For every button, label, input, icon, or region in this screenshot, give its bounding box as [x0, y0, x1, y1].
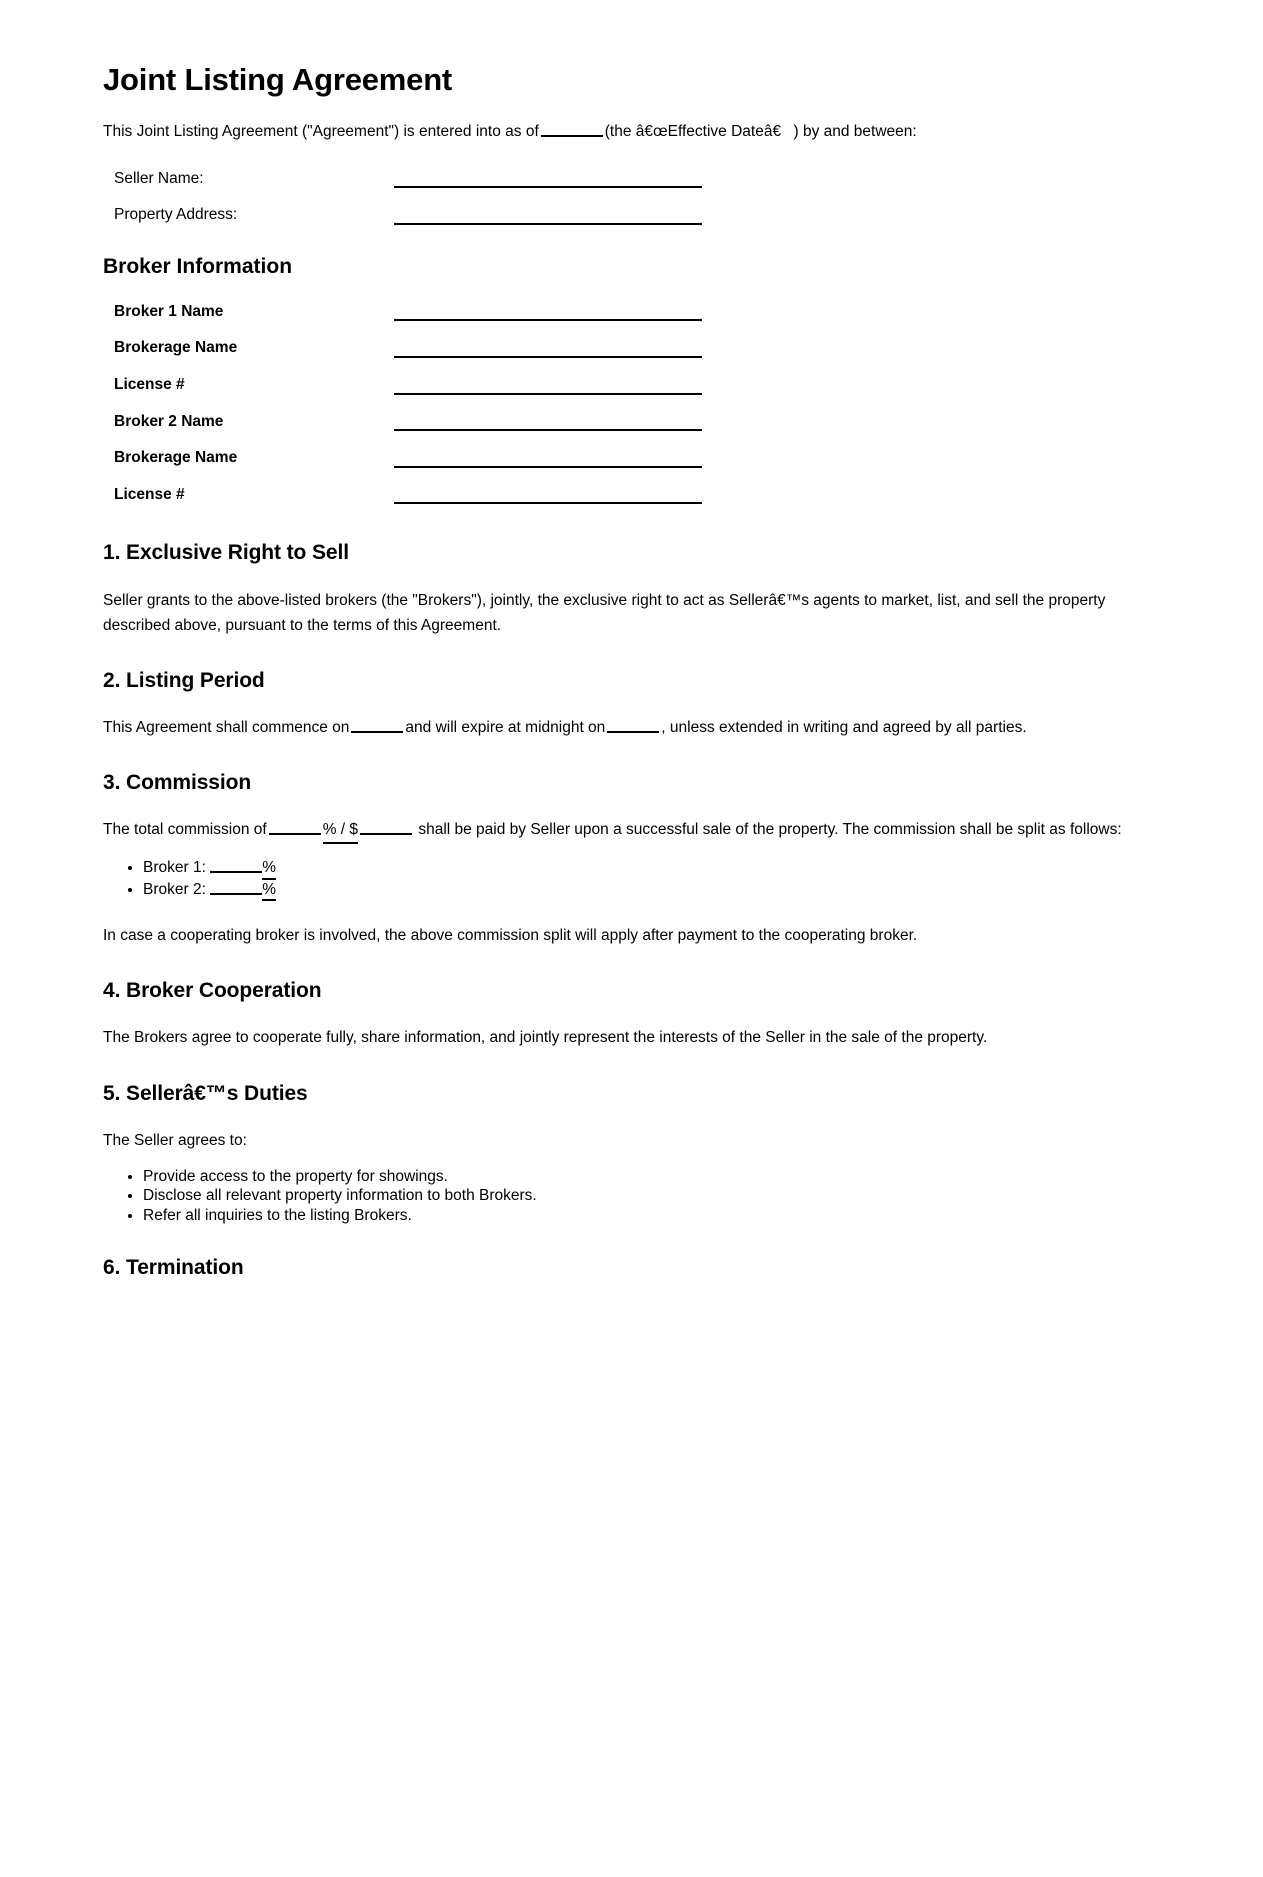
broker-1-split-blank[interactable]: [210, 871, 262, 873]
broker-2-brokerage-name-input[interactable]: [394, 451, 702, 468]
expiration-date-blank[interactable]: [607, 731, 659, 733]
broker-1-brokerage-name-input[interactable]: [394, 341, 702, 358]
seller-name-label: Seller Name:: [114, 169, 204, 187]
section-3-heading: 3. Commission: [103, 771, 252, 795]
broker-1-license-input[interactable]: [394, 378, 702, 395]
broker-2-split-blank[interactable]: [210, 893, 262, 895]
seller-name-input[interactable]: [394, 171, 702, 188]
property-address-label: Property Address:: [114, 206, 238, 224]
broker-2-name-input[interactable]: [394, 414, 702, 431]
party-fields: [103, 170, 1160, 225]
section-6-heading: 6. Termination: [103, 1255, 244, 1279]
section-5-lead: The Seller agrees to:: [103, 1131, 247, 1149]
broker-2-brokerage-name-label: Brokerage Name: [114, 449, 238, 467]
section-1-heading: 1. Exclusive Right to Sell: [103, 541, 349, 565]
broker-2-split-suffix: %: [262, 880, 276, 901]
list-item: • Refer all inquiries to the listing Brokers.: [143, 1206, 1160, 1225]
broker-information-heading: Broker Information: [103, 254, 293, 278]
field-row-property-address: [103, 206, 1160, 225]
field-row-broker-2-name: [103, 413, 1160, 432]
broker-1-split-suffix: %: [262, 858, 276, 879]
property-address-input[interactable]: [394, 208, 702, 225]
listing-period-text-1: This Agreement shall commence on: [103, 719, 350, 736]
seller-duties-list: [103, 1167, 1160, 1225]
section-2-body: [103, 715, 1160, 740]
commission-text-1: The total commission of: [103, 821, 267, 839]
list-item: • Provide access to the property for showings.: [143, 1167, 1160, 1186]
intro-text-after: (the â€œEffective Dateâ€) by and between:: [604, 122, 917, 140]
field-row-broker-1-license: [103, 376, 1160, 395]
commission-percent-dollar-label: % / $: [323, 817, 358, 844]
section-4-body: The Brokers agree to cooperate fully, share information, and jointly represent the interests of the Seller in the sale of the property.: [103, 1029, 988, 1047]
cooperating-broker-note: In case a cooperating broker is involved, the above commission split will apply after payment to the cooperating broker.: [103, 927, 918, 945]
broker-2-name-label: Broker 2 Name: [114, 412, 224, 430]
list-item: [143, 858, 1160, 879]
broker-2-license-input[interactable]: [394, 487, 702, 504]
broker-1-split-label: Broker 1:: [143, 859, 206, 877]
broker-1-name-label: Broker 1 Name: [114, 302, 224, 320]
listing-period-text-3: , unless extended in writing and agreed by all parties.: [661, 719, 1027, 736]
section-2-heading: 2. Listing Period: [103, 668, 265, 692]
broker-2-license-label: License #: [114, 485, 185, 503]
commission-text-3: shall be paid by Seller upon a successful sale of the property. The commission shall be split as follows:: [418, 821, 1122, 839]
list-item: • Disclose all relevant property information to both Brokers.: [143, 1186, 1160, 1205]
broker-1-license-label: License #: [114, 376, 185, 394]
intro-paragraph: [103, 120, 1160, 144]
page-title: Joint Listing Agreement: [103, 62, 453, 97]
field-row-broker-1-name: [103, 303, 1160, 322]
section-3-body: [103, 817, 1160, 844]
section-1-body: Seller grants to the above-listed brokers (the "Brokers"), jointly, the exclusive right to act as Sellerâ€™s agents to market, list, and sell the property described above, pursuant to the terms of this Agreement.: [103, 591, 1106, 634]
broker-1-brokerage-name-label: Brokerage Name: [114, 339, 238, 357]
field-row-broker-2-brokerage-name: [103, 449, 1160, 468]
list-item: [143, 880, 1160, 901]
intro-text-before: This Joint Listing Agreement ("Agreement") is entered into as of: [103, 122, 539, 140]
commencement-date-blank[interactable]: [351, 731, 403, 733]
section-4-heading: 4. Broker Cooperation: [103, 979, 322, 1003]
broker-2-split-label: Broker 2:: [143, 880, 206, 898]
commission-amount-blank[interactable]: [360, 833, 412, 835]
listing-period-text-2: and will expire at midnight on: [405, 719, 606, 736]
field-row-broker-1-brokerage-name: [103, 339, 1160, 358]
broker-1-name-input[interactable]: [394, 304, 702, 321]
field-row-broker-2-license: [103, 486, 1160, 505]
field-row-seller-name: [103, 170, 1160, 189]
commission-percent-blank[interactable]: [269, 833, 321, 835]
effective-date-blank[interactable]: [541, 135, 603, 137]
commission-split-list: [103, 858, 1160, 901]
broker-fields: [103, 303, 1160, 505]
section-5-heading: 5. Sellerâ€™s Duties: [103, 1081, 308, 1105]
